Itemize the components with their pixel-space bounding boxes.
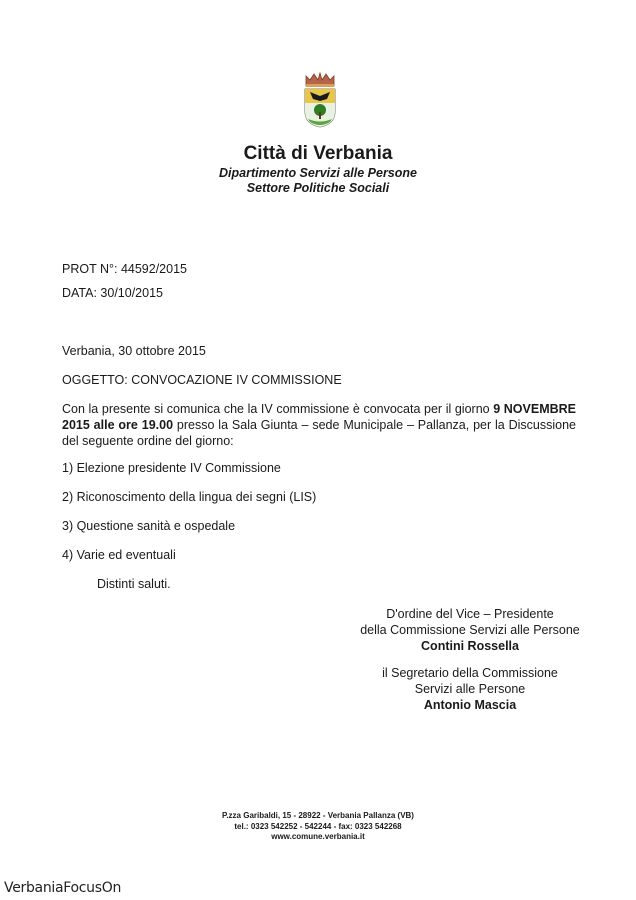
footer-phone: tel.: 0323 542252 - 542244 - fax: 0323 542268 xyxy=(234,821,402,831)
signature-commission: Servizi alle Persone xyxy=(414,682,526,696)
footer xyxy=(0,811,636,843)
watermark: VerbaniaFocusOn xyxy=(4,880,122,896)
department: Dipartimento Servizi alle Persone xyxy=(219,166,417,180)
intro-paragraph xyxy=(62,401,576,449)
signature-block-secretary xyxy=(330,665,610,713)
signature-name: Antonio Mascia xyxy=(423,698,517,712)
protocol-number: PROT N°: 44592/2015 xyxy=(62,262,187,276)
subject: OGGETTO: CONVOCAZIONE IV COMMISSIONE xyxy=(62,373,342,387)
signature-commission: della Commissione Servizi alle Persone xyxy=(360,623,580,637)
intro-text-1: Con la presente si comunica che la IV commissione è convocata per il giorno xyxy=(62,402,494,416)
agenda-item: 1) Elezione presidente IV Commissione xyxy=(62,461,281,475)
sector: Settore Politiche Sociali xyxy=(246,181,390,195)
signature-role: il Segretario della Commissione xyxy=(382,666,558,680)
coat-of-arms-icon xyxy=(300,72,340,128)
meeting-datetime: 9 NOVEMBRE 2015 alle ore 19.00 xyxy=(62,402,577,432)
footer-address: P.zza Garibaldi, 15 - 28922 - Verbania Pallanza (VB) xyxy=(222,811,414,820)
signature-name: Contini Rossella xyxy=(421,639,519,653)
agenda-item: 2) Riconoscimento della lingua dei segni (LIS) xyxy=(62,490,317,504)
signature-role: D'ordine del Vice – Presidente xyxy=(386,607,554,621)
signature-block-vice-president xyxy=(330,606,610,654)
page-title: Città di Verbania xyxy=(243,143,393,164)
agenda-item: 3) Questione sanità e ospedale xyxy=(62,519,236,533)
closing: Distinti saluti. xyxy=(97,577,171,591)
place-date: Verbania, 30 ottobre 2015 xyxy=(62,344,206,358)
document-date: DATA: 30/10/2015 xyxy=(62,286,163,300)
agenda-item: 4) Varie ed eventuali xyxy=(62,548,176,562)
footer-website[interactable]: www.comune.verbania.it xyxy=(271,832,365,841)
intro-text-2: presso la Sala Giunta – sede Municipale – Pallanza, per la Discussione del seguente ordine del giorno: xyxy=(62,418,577,448)
